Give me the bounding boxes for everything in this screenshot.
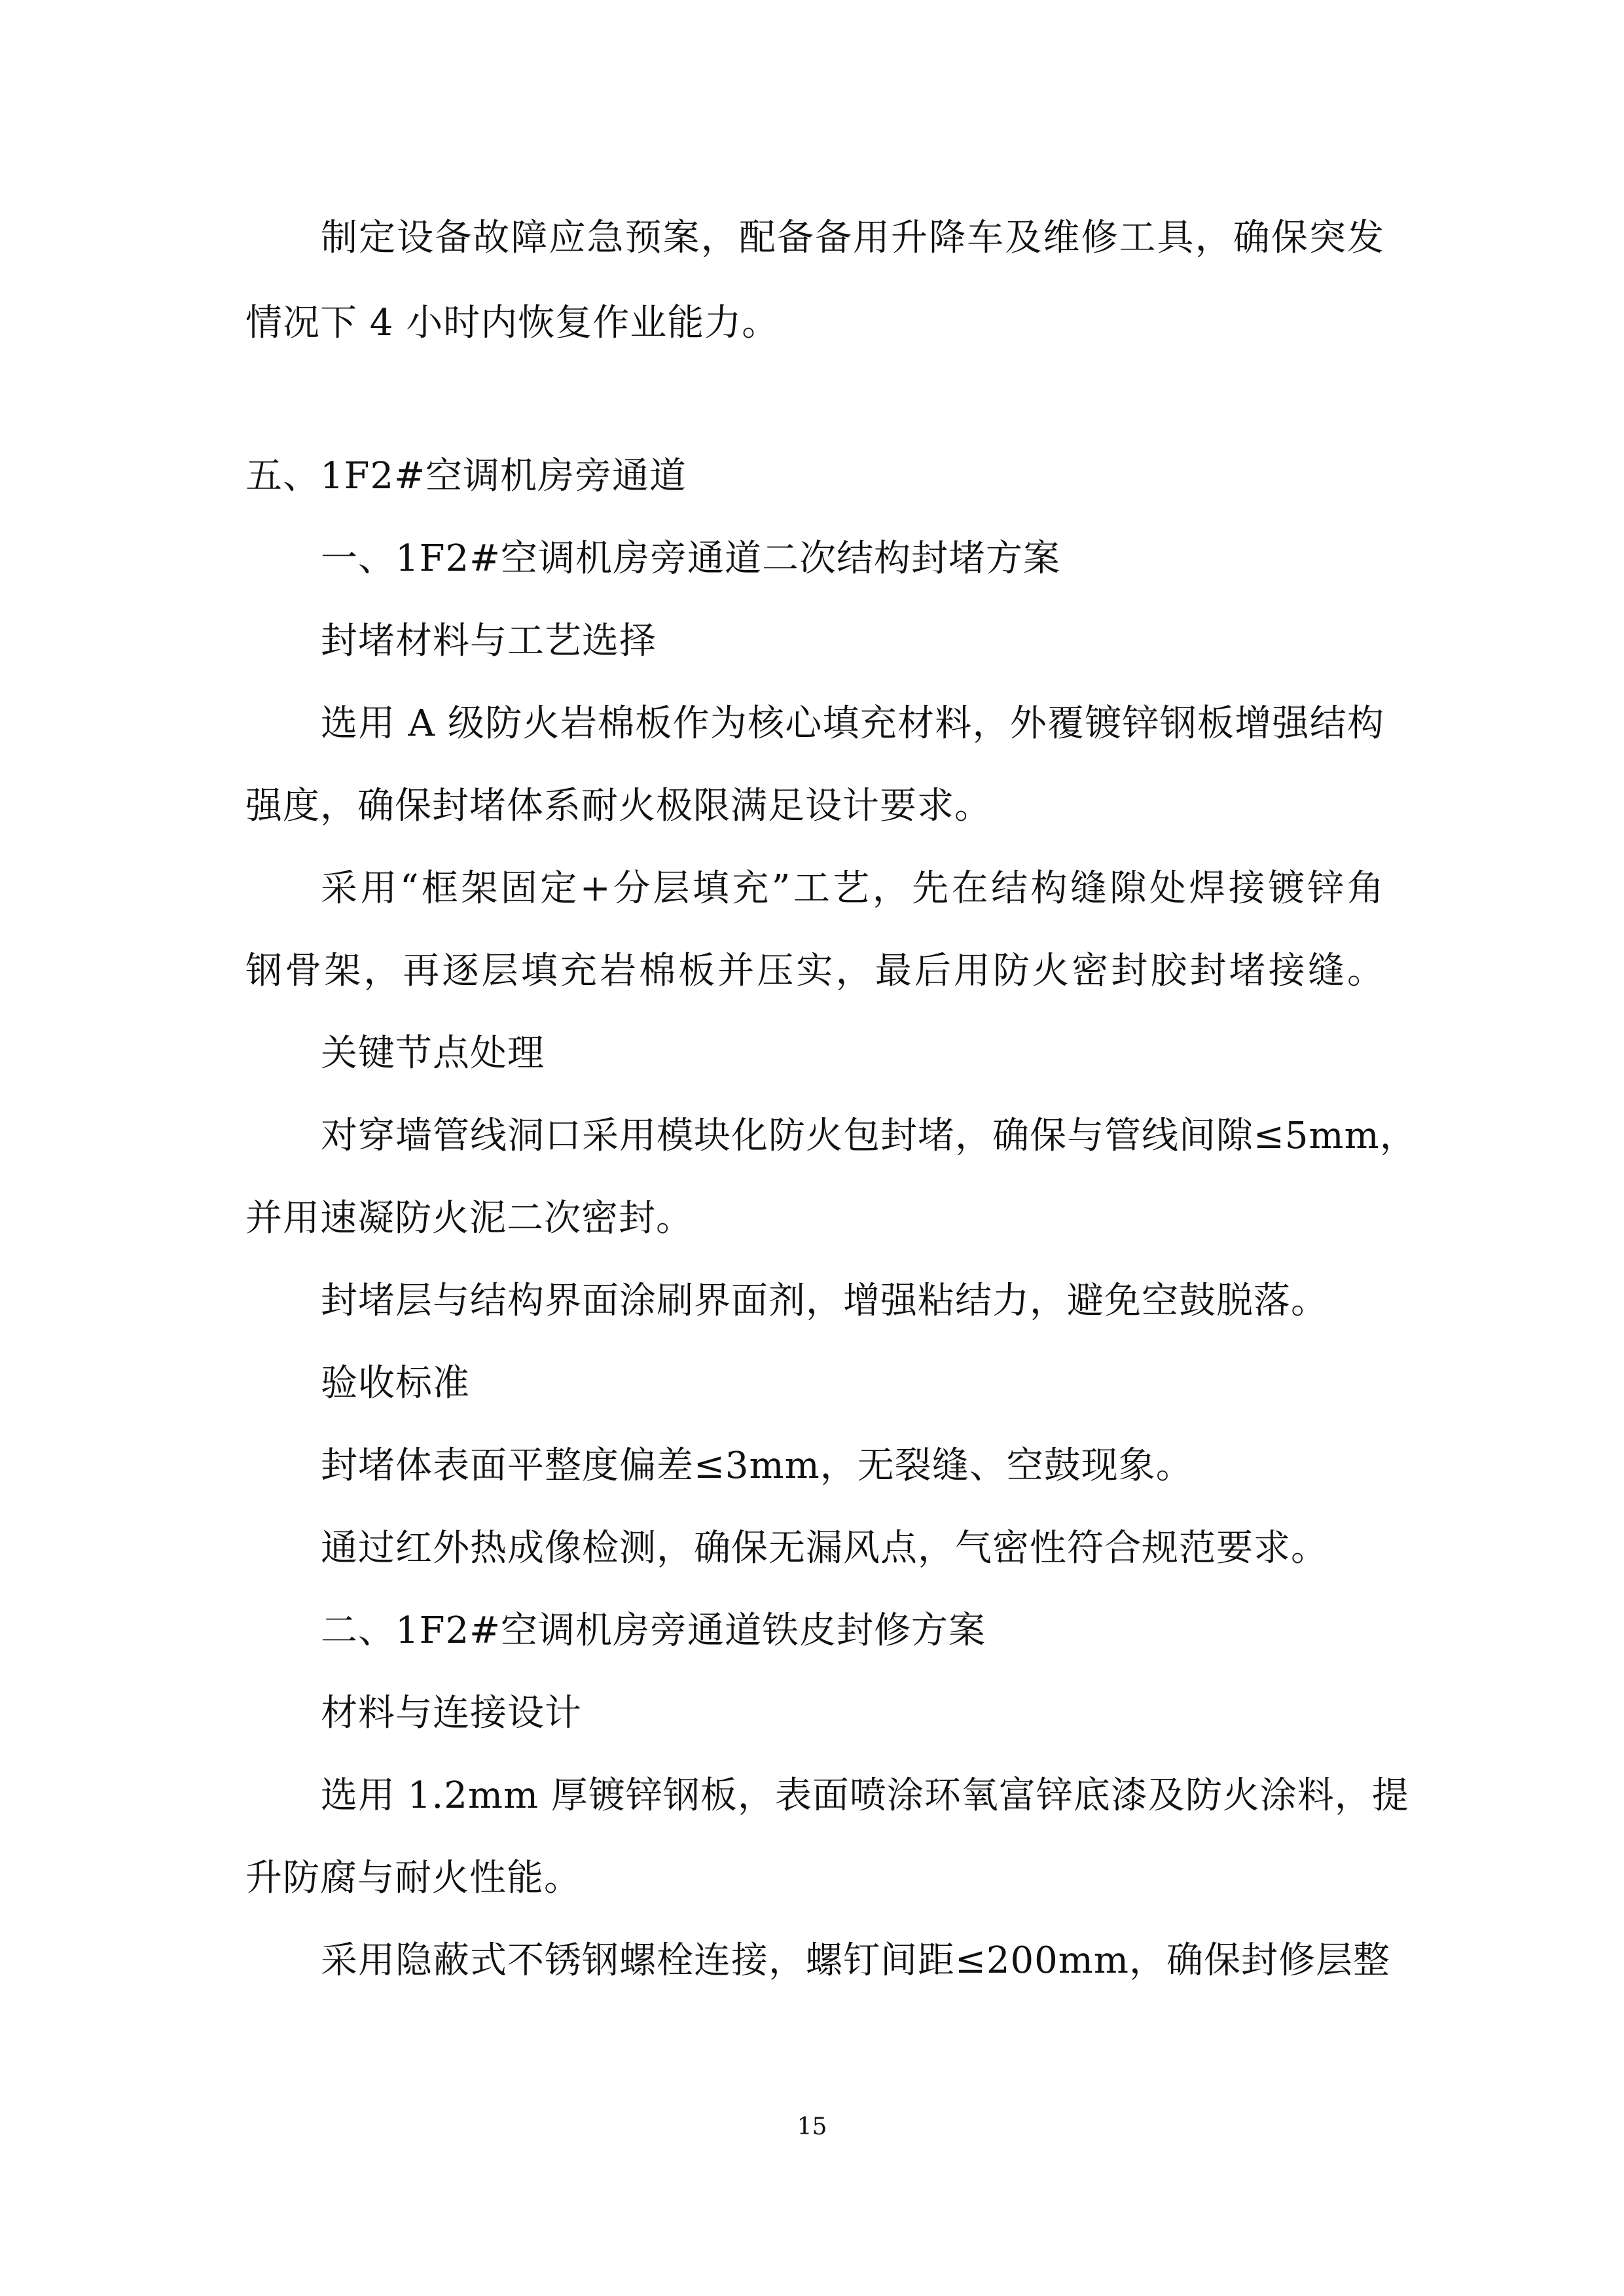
- paragraph-line: 封堵层与结构界面涂刷界面剂，增强粘结力，避免空鼓脱落。: [321, 1280, 1328, 1322]
- subheading: 验收标准: [321, 1362, 470, 1405]
- paragraph-line: 采用隐蔽式不锈钢螺栓连接，螺钉间距≤200mm，确保封修层整: [321, 1939, 1391, 1982]
- subsection-heading: 一、1F2#空调机房旁通道二次结构封堵方案: [321, 537, 1061, 580]
- paragraph-line: 制定设备故障应急预案，配备备用升降车及维修工具，确保突发: [321, 217, 1384, 259]
- subsection-heading: 二、1F2#空调机房旁通道铁皮封修方案: [321, 1609, 986, 1652]
- subheading: 封堵材料与工艺选择: [321, 620, 657, 662]
- section-heading: 五、1F2#空调机房旁通道: [245, 455, 687, 497]
- paragraph-line: 采用“框架固定+分层填充”工艺，先在结构缝隙处焊接镀锌角: [321, 867, 1384, 910]
- paragraph-line: 封堵体表面平整度偏差≤3mm，无裂缝、空鼓现象。: [321, 1444, 1193, 1487]
- paragraph-line: 并用速凝防火泥二次密封。: [245, 1197, 693, 1240]
- paragraph-line: 情况下 4 小时内恢复作业能力。: [245, 302, 780, 344]
- subheading: 关键节点处理: [321, 1032, 545, 1075]
- subheading: 材料与连接设计: [321, 1692, 582, 1734]
- paragraph-line: 对穿墙管线洞口采用模块化防火包封堵，确保与管线间隙≤5mm，: [321, 1115, 1417, 1157]
- paragraph-line: 升防腐与耐火性能。: [245, 1857, 581, 1899]
- paragraph-line: 选用 A 级防火岩棉板作为核心填充材料，外覆镀锌钢板增强结构: [321, 702, 1384, 745]
- paragraph-line: 通过红外热成像检测，确保无漏风点，气密性符合规范要求。: [321, 1527, 1328, 1570]
- paragraph-line: 选用 1.2mm 厚镀锌钢板，表面喷涂环氧富锌底漆及防火涂料，提: [321, 1774, 1409, 1817]
- paragraph-line: 钢骨架，再逐层填充岩棉板并压实，最后用防火密封胶封堵接缝。: [245, 950, 1384, 992]
- paragraph-line: 强度，确保封堵体系耐火极限满足设计要求。: [245, 785, 992, 827]
- page-number: 15: [797, 2113, 827, 2140]
